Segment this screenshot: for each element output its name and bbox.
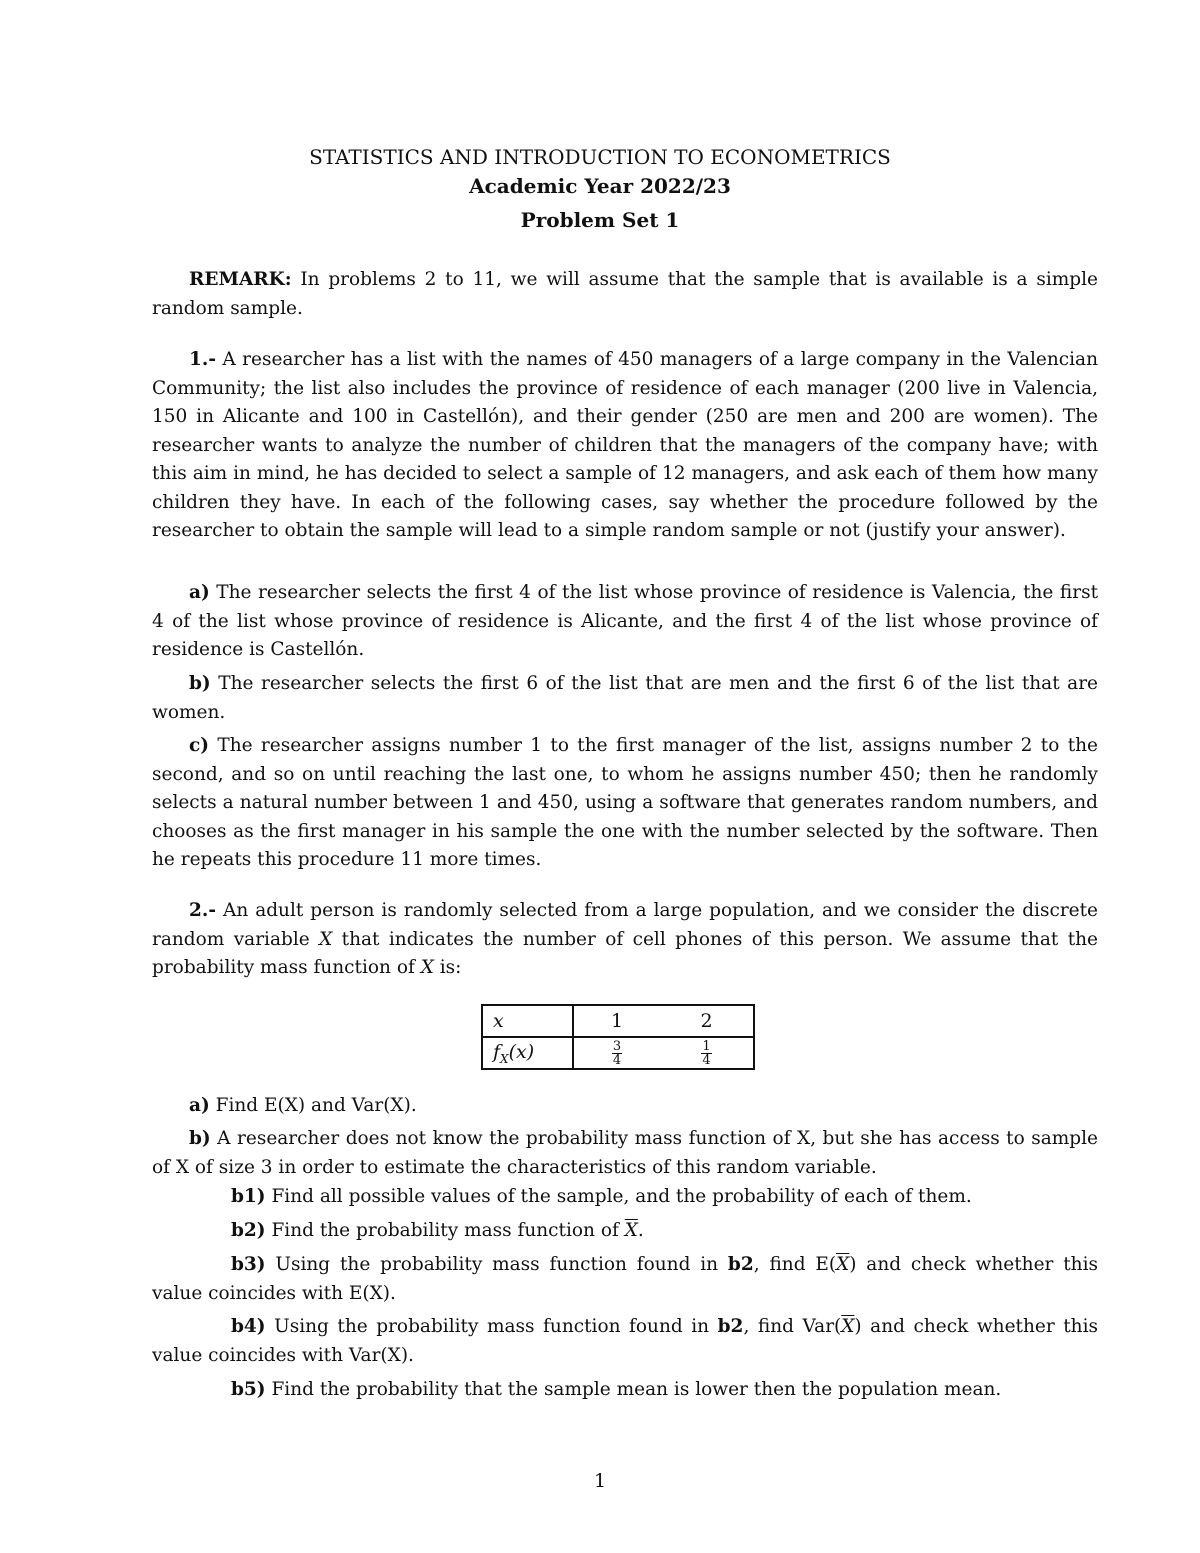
academic-year: Academic Year 2022/23 [469,174,731,198]
table-cell-p2 [660,1037,754,1069]
problem-1-statement [152,346,1098,546]
problem-1b-label: b) [189,673,211,694]
problem-2-text-3: is: [433,957,462,978]
problem-2b1-text: Find all possible values of the sample, and the probability of each of them. [265,1186,972,1207]
variable-x: X [420,957,434,978]
table-header-fx: $f_X(x)$ [482,1037,573,1069]
problem-2b2: b2) Find the probability mass function of $\overline{X}$. [231,1220,644,1241]
problem-1c-label: c) [189,735,210,756]
problem-2b-label: b) [189,1128,211,1149]
problem-2b-text: A researcher does not know the probability mass function of X, but she has access to sample of X of size 3 in order to estimate the characteristics of this random variable. [152,1128,1098,1178]
problem-1b [152,670,1098,727]
reference-b2: b2 [717,1316,744,1337]
problem-2a-text: Find E(X) and Var(X). [209,1095,417,1116]
pmf-table [481,1004,755,1070]
remark-label: REMARK: [189,269,292,290]
problem-2b5-label: b5) [231,1379,266,1400]
problem-2b3: b3) Using the probability mass function found in b2, find $E(\overline{X})$ and check whether this value coincides with E(X). [152,1254,1098,1304]
problem-1b-text: The researcher selects the first 6 of the list that are men and the first 6 of the list that are women. [152,673,1098,723]
sample-mean-symbol: $\overline{X}$ [624,1220,638,1241]
page-number: 1 [593,1470,607,1492]
reference-b2: b2 [727,1254,754,1275]
problem-1-text: A researcher has a list with the names of 450 managers of a large company in the Valencian Community; the list also includes the province of residence of each manager (200 live in Valencia, 150 in Alicante and 100 in Castellón), and their gender (250 are men and 200 are women). The researcher wants to analyze the number of children that the managers of the company have; with this aim in mind, he has decided to select a sample of 12 managers, and ask each of them how many children they have. In each of the following cases, say whether the procedure followed by the researcher to obtain the sample will lead to a simple random sample or not (justify your answer). [152,349,1098,541]
remark-text: In problems 2 to 11, we will assume that the sample that is available is a simple random sample. [152,269,1098,319]
table-row [482,1037,754,1069]
problem-1a-text: The researcher selects the first 4 of the list whose province of residence is Valencia, the first 4 of the list whose province of residence is Alicante, and the first 4 of the list whose province of residence is Castellón. [152,582,1098,660]
problem-2-text-2: that indicates the number of cell phones of this person. We assume that the probability mass function of [152,928,1098,978]
fraction: $\frac{1}{4}$ [702,1038,711,1068]
problem-set-title: Problem Set 1 [520,208,680,232]
problem-2b4: b4) Using the probability mass function found in b2, find $Var(\overline{X})$ and check whether this value coincides with Var(X). [152,1316,1098,1366]
problem-2b [152,1125,1098,1182]
problem-2b5-text: Find the probability that the sample mean is lower then the population mean. [265,1379,1002,1400]
problem-2b3-label: b3) [231,1254,266,1275]
problem-2-label: 2.- [189,900,216,921]
problem-1a [152,579,1098,665]
problem-2a [152,1092,1098,1121]
sample-mean-symbol: $\overline{X}$ [836,1254,850,1275]
problem-2b2-text: Find the probability mass function of [265,1220,625,1241]
variable-x: X [319,928,333,950]
table-cell-p1 [573,1037,660,1069]
problem-2b5 [152,1376,1098,1405]
problem-2b2-label: b2) [231,1220,266,1241]
course-title: STATISTICS AND INTRODUCTION TO ECONOMETRICS [309,145,891,169]
table-header-x: x [482,1005,573,1037]
table-cell-x2: 2 [660,1005,754,1037]
fraction: $\frac{3}{4}$ [612,1038,622,1068]
sample-mean-symbol: $\overline{X}$ [841,1316,855,1337]
problem-1-label: 1.- [189,349,216,370]
problem-2a-label: a) [189,1095,210,1116]
problem-2-statement [152,897,1098,983]
problem-1c [152,732,1098,875]
problem-1a-label: a) [189,582,210,603]
problem-2b4-label: b4) [231,1316,266,1337]
table-row [482,1005,754,1037]
problem-2-text-1: An adult person is randomly selected from a large population, and we consider the discrete random variable [152,900,1098,950]
problem-1c-text: The researcher assigns number 1 to the first manager of the list, assigns number 2 to the second, and so on until reaching the last one, to whom he assigns number 450; then he randomly selects a natural number between 1 and 450, using a software that generates random numbers, and chooses as the first manager in his sample the one with the number selected by the software. Then he repeats this procedure 11 more times. [152,735,1098,870]
problem-2b1 [152,1183,1098,1212]
problem-2b1-label: b1) [231,1186,266,1207]
remark-paragraph [152,266,1098,323]
table-cell-x1: 1 [573,1005,660,1037]
